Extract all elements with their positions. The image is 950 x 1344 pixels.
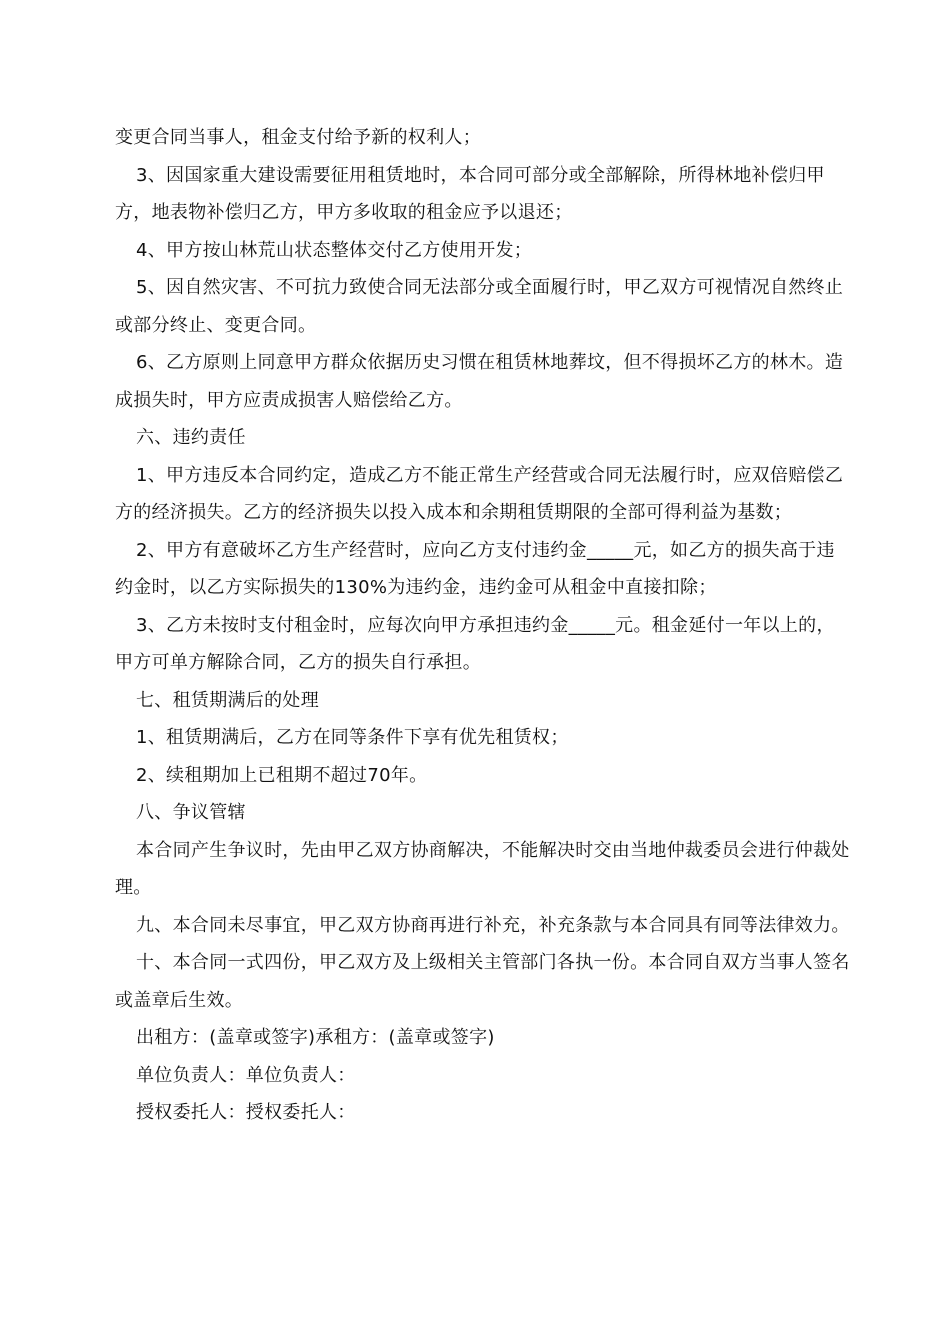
section-9: 九、本合同未尽事宜，甲乙双方协商再进行补充，补充条款与本合同具有同等法律效力。: [136, 914, 850, 936]
clause-8-body: 本合同产生争议时，先由甲乙双方协商解决，不能解决时交由当地仲裁委员会进行仲裁处理。: [115, 839, 850, 898]
section-10: 十、本合同一式四份，甲乙双方及上级相关主管部门各执一份。本合同自双方当事人签名或盖章后生效。: [115, 952, 850, 1011]
clause-7-1: 1、租赁期满后，乙方在同等条件下享有优先租赁权；: [136, 727, 569, 748]
paragraph-continuation: 变更合同当事人，租金支付给予新的权利人；: [115, 127, 481, 148]
clause-6-2: 2、甲方有意破坏乙方生产经营时，应向乙方支付违约金_____元，如乙方的损失高于违约金时，以乙方实际损失的130%为违约金，违约金可从租金中直接扣除；: [115, 539, 835, 598]
section-heading-7: 七、租赁期满后的处理: [136, 689, 319, 711]
section-heading-6: 六、违约责任: [136, 427, 246, 448]
signature-parties: 出租方：(盖章或签字)承租方：(盖章或签字): [136, 1027, 495, 1048]
clause-6-1: 1、甲方违反本合同约定，造成乙方不能正常生产经营或合同无法履行时，应双倍赔偿乙方的经济损失。乙方的经济损失以投入成本和余期租赁期限的全部可得利益为基数；: [115, 464, 844, 523]
section-heading-8: 八、争议管辖: [136, 802, 246, 823]
signature-unit-heads: 单位负责人：单位负责人：: [136, 1064, 356, 1086]
clause-7-2: 2、续租期加上已租期不超过70年。: [136, 764, 428, 786]
document-body: [115, 119, 850, 1132]
clause-5-5: 5、因自然灾害、不可抗力致使合同无法部分或全面履行时，甲乙双方可视情况自然终止或部分终止、变更合同。: [115, 277, 844, 336]
clause-5-3: 3、因国家重大建设需要征用租赁地时，本合同可部分或全部解除，所得林地补偿归甲方，地表物补偿归乙方，甲方多收取的租金应予以退还；: [115, 164, 825, 223]
signature-agents: 授权委托人：授权委托人：: [136, 1102, 356, 1123]
clause-5-6: 6、乙方原则上同意甲方群众依据历史习惯在租赁林地葬坟，但不得损坏乙方的林木。造成损失时，甲方应责成损害人赔偿给乙方。: [115, 352, 844, 411]
clause-5-4: 4、甲方按山林荒山状态整体交付乙方使用开发；: [136, 239, 533, 261]
clause-6-3: 3、乙方未按时支付租金时，应每次向甲方承担违约金_____元。租金延付一年以上的，甲方可单方解除合同，乙方的损失自行承担。: [115, 614, 835, 673]
